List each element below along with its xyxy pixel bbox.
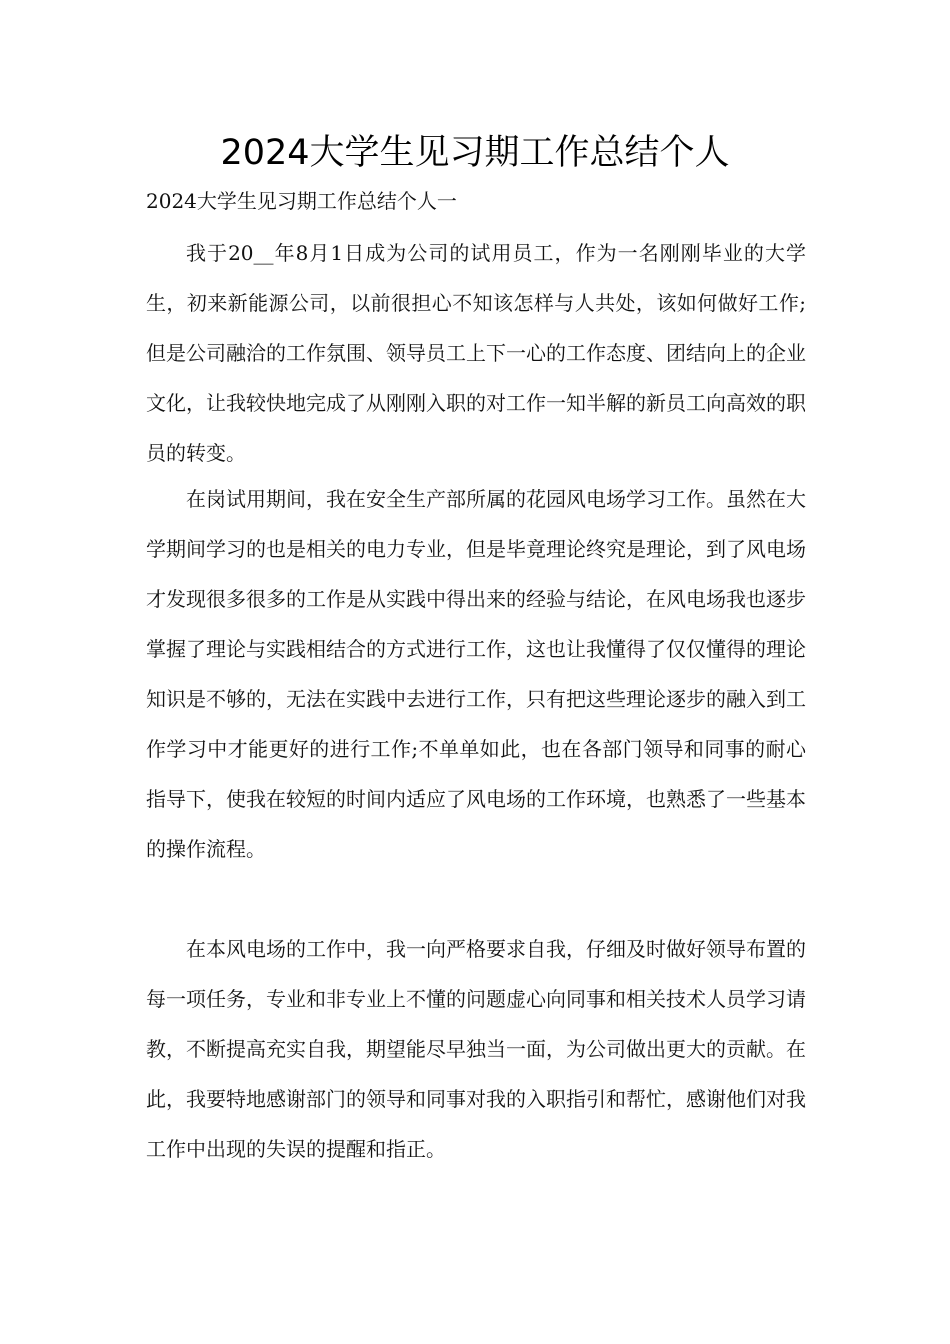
paragraph-3: 在本风电场的工作中，我一向严格要求自我，仔细及时做好领导布置的每一项任务，专业和非专业上不懂的问题虚心向同事和相关技术人员学习请教，不断提高充实自我，期望能尽早独当一面，为公司做出更大的贡献。在此，我要特地感谢部门的领导和同事对我的入职指引和帮忙，感谢他们对我工作中出现的失误的提醒和指正。 <box>146 937 806 1161</box>
document-title: 2024大学生见习期工作总结个人 <box>220 133 730 173</box>
paragraph-2: 在岗试用期间，我在安全生产部所属的花园风电场学习工作。虽然在大学期间学习的也是相关的电力专业，但是毕竟理论终究是理论，到了风电场才发现很多很多的工作是从实践中得出来的经验与结论，在风电场我也逐步掌握了理论与实践相结合的方式进行工作，这也让我懂得了仅仅懂得的理论知识是不够的，无法在实践中去进行工作，只有把这些理论逐步的融入到工作学习中才能更好的进行工作;不单单如此，也在各部门领导和同事的耐心指导下，使我在较短的时间内适应了风电场的工作环境，也熟悉了一些基本的操作流程。 <box>146 487 806 861</box>
paragraph-1: 我于20__年8月1日成为公司的试用员工，作为一名刚刚毕业的大学生，初来新能源公司，以前很担心不知该怎样与人共处，该如何做好工作;但是公司融洽的工作氛围、领导员工上下一心的工作态度、团结向上的企业文化，让我较快地完成了从刚刚入职的对工作一知半解的新员工向高效的职员的转变。 <box>146 241 806 465</box>
document-subtitle: 2024大学生见习期工作总结个人一 <box>146 189 457 213</box>
